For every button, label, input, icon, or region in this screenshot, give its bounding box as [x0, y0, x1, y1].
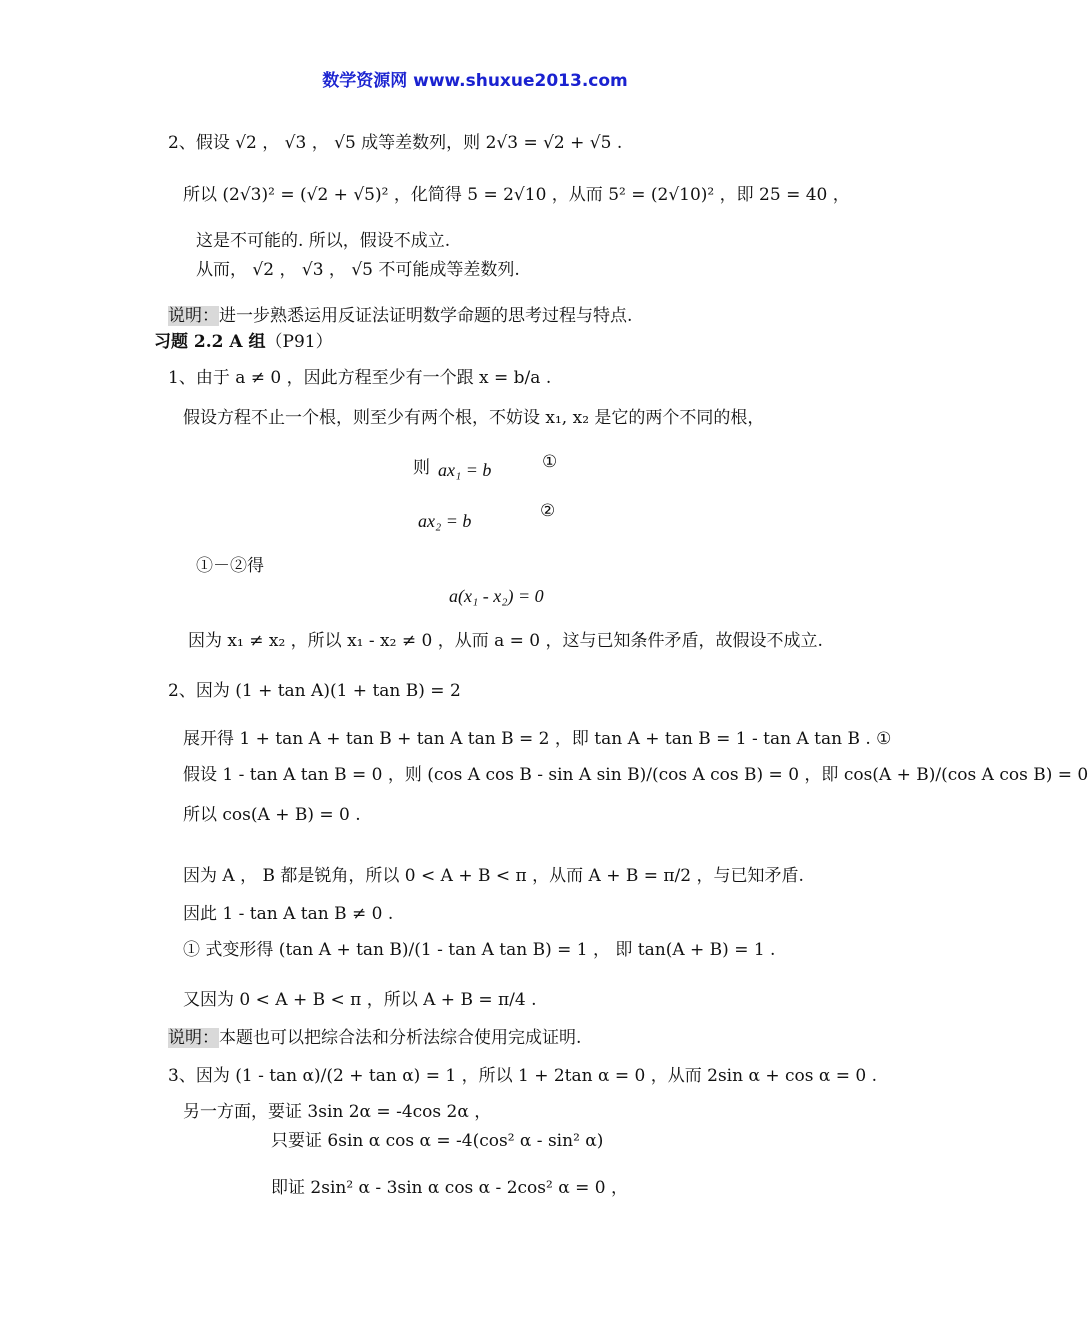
p1-line2: 假设方程不止一个根，则至少有两个根，不妨设 x₁, x₂ 是它的两个不同的根， — [183, 408, 765, 428]
p3-line4: 即证 2sin² α - 3sin α cos α - 2cos² α = 0 ， — [271, 1178, 628, 1198]
note-text: 本题也可以把综合法和分析法综合使用完成证明. — [219, 1028, 582, 1048]
note-label: 说明： — [168, 306, 219, 326]
note-text: 进一步熟悉运用反证法证明数学命题的思考过程与特点. — [219, 306, 633, 326]
p2-line3: 假设 1 - tan A tan B = 0 ，则 (cos A cos B - sin A sin B)/(cos A cos B) = 0 ，即 cos(A + B)/(cos A cos B) = 0 — [183, 765, 1088, 785]
q2-intro: 2、假设 √2 ， √3 ， √5 成等差数列，则 2√3 = √2 + √5 . — [168, 133, 623, 153]
p3-line1: 3、因为 (1 - tan α)/(2 + tan α) = 1 ，所以 1 + 2tan α = 0 ，从而 2sin α + cos α = 0 . — [168, 1066, 878, 1086]
p1-ze: 则 — [413, 458, 430, 478]
site-header[interactable]: 数学资源网 www.shuxue2013.com — [322, 71, 628, 91]
q2-step2: 这是不可能的. 所以，假设不成立. — [196, 231, 451, 251]
section-title — [154, 327, 333, 352]
p3-line2: 另一方面，要证 3sin 2α = -4cos 2α ， — [183, 1102, 492, 1122]
p1-subtract: ①－②得 — [196, 556, 264, 576]
note-1 — [168, 301, 632, 326]
section-page: （P91） — [265, 332, 333, 352]
note-2 — [168, 1023, 581, 1048]
p1-line1: 1、由于 a ≠ 0 ，因此方程至少有一个跟 x = b/a . — [168, 368, 552, 388]
q2-step1: 所以 (2√3)² = (√2 + √5)² ，化简得 5 = 2√10 ，从而 5² = (2√10)² ，即 25 = 40 ， — [183, 185, 850, 205]
p2-line7: ① 式变形得 (tan A + tan B)/(1 - tan A tan B) = 1 ， 即 tan(A + B) = 1 . — [183, 940, 776, 960]
p1-conclusion: 因为 x₁ ≠ x₂ ，所以 x₁ - x₂ ≠ 0 ，从而 a = 0 ，这与已知条件矛盾，故假设不成立. — [188, 631, 823, 651]
p2-line6: 因此 1 - tan A tan B ≠ 0 . — [183, 904, 394, 924]
q2-step3: 从而， √2 ， √3 ， √5 不可能成等差数列. — [196, 260, 520, 280]
p2-line2: 展开得 1 + tan A + tan B + tan A tan B = 2 ，即 tan A + tan B = 1 - tan A tan B . ① — [183, 729, 892, 749]
p1-mark2: ② — [540, 501, 556, 521]
p1-eq3: a(x₁ - x₂) = 0 — [449, 586, 544, 606]
section-title-text: 习题 2.2 A 组 — [154, 332, 266, 352]
note-label: 说明： — [168, 1028, 219, 1048]
p2-line5: 因为 A ， B 都是锐角，所以 0 < A + B < π ，从而 A + B = π/2 ，与已知矛盾. — [183, 866, 804, 886]
p1-mark1: ① — [542, 452, 558, 472]
p1-eq1: ax₁ = b — [438, 460, 492, 480]
p3-line3: 只要证 6sin α cos α = -4(cos² α - sin² α) — [271, 1131, 604, 1151]
p2-line1: 2、因为 (1 + tan A)(1 + tan B) = 2 — [168, 681, 461, 701]
p2-line4: 所以 cos(A + B) = 0 . — [183, 805, 361, 825]
p2-line8: 又因为 0 < A + B < π ，所以 A + B = π/4 . — [183, 990, 537, 1010]
p1-eq2: ax₂ = b — [418, 511, 472, 531]
